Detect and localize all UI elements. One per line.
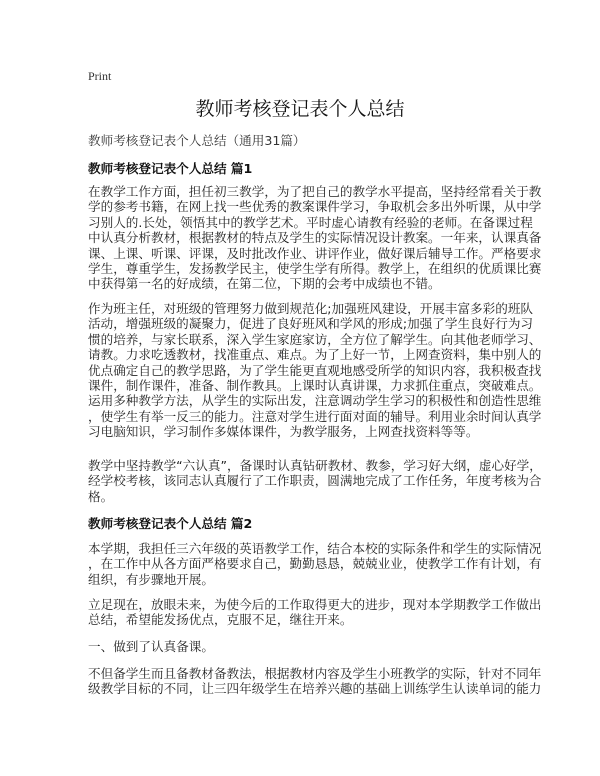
section-heading: 教师考核登记表个人总结 篇1 (88, 161, 253, 176)
text-line: 作为班主任，对班级的管理努力做到规范化;加强班风建设，开展丰富多彩的班队 (88, 301, 534, 316)
text-line: 在教学工作方面，担任初三教学，为了把自己的教学水平提高，坚持经常看关于教 (88, 184, 542, 199)
text-line: 总结，希望能发扬优点，克服不足，继往开来。 (88, 612, 353, 628)
text-line: 学生，尊重学生，发扬教学民主，使学生学有所得。教学上，在组织的优质课比赛 (88, 260, 542, 276)
section-heading: 教师考核登记表个人总结 篇2 (88, 516, 253, 531)
paragraph (88, 597, 542, 628)
text-line: ，在工作中从各方面严格要求自己，勤勤恳恳，兢兢业业，使教学工作有计划，有 (88, 556, 542, 572)
paragraph (88, 301, 542, 440)
subtitle: 教师考核登记表个人总结（通用31篇） (88, 133, 306, 148)
text-line: ，使学生有举一反三的能力。注意对学生进行面对面的辅导。利用业余时间认真学 (88, 408, 542, 424)
text-line: 一、做到了认真备课。 (88, 639, 214, 654)
paragraph (88, 184, 542, 292)
text-line: 课件，制作课件，准备、制作教具。上课时认真讲课，力求抓住重点，突破难点。 (88, 377, 542, 393)
text-line: 活动，增强班级的凝聚力，促进了良好班风和学风的形成;加强了学生良好行为习 (88, 316, 534, 332)
text-line: 立足现在，放眼未来，为使今后的工作取得更大的进步，现对本学期教学工作做出 (88, 597, 542, 612)
paragraph (88, 666, 542, 697)
text-line: 格。 (88, 488, 114, 504)
text-line: 惯的培养，与家长联系，深入学生家庭家访，全方位了解学生。向其他老师学习、 (88, 331, 542, 347)
text-line: 学的参考书籍，在网上找一些优秀的教案课件学习，争取机会多出外听课，从中学 (88, 199, 542, 215)
paragraph (88, 541, 542, 587)
text-line: 中认真分析教材，根据教材的特点及学生的实际情况设计教案。一年来，认课真备 (88, 230, 542, 246)
text-line: 课、上课、听课、评课，及时批改作业、讲评作业，做好课后辅导工作。严格要求 (88, 245, 542, 261)
text-line: 级教学目标的不同，让三四年级学生在培养兴趣的基础上训练学生认读单词的能力 (88, 681, 542, 697)
text-line: 请教。力求吃透教材，找准重点、难点。为了上好一节，上网查资料，集中别人的 (88, 347, 542, 363)
text-line: 中获得第一名的好成绩，在第二位，下期的会考中成绩也不错。 (88, 276, 441, 292)
list-heading (88, 639, 518, 654)
text-line: 组织，有步骤地开展。 (88, 571, 214, 587)
text-line: 优点确定自己的教学思路，为了学生能更直观地感受所学的知识内容，我积极查找 (88, 362, 542, 378)
print-link[interactable]: Print (88, 69, 112, 83)
text-line: 本学期，我担任三六年级的英语教学工作，结合本校的实际条件和学生的实际情况 (88, 541, 542, 556)
text-line: 教学中坚持教学“六认真”，备课时认真钻研教材、教参，学习好大纲，虚心好学， (88, 458, 542, 473)
text-line: 不但备学生而且备教材备教法，根据教材内容及学生小班教学的实际，针对不同年 (88, 666, 542, 681)
paragraph (88, 458, 542, 504)
text-line: 经学校考核，该同志认真履行了工作职责，圆满地完成了工作任务，年度考核为合 (88, 473, 542, 489)
text-line: 习电脑知识，学习制作多媒体课件，为教学服务，上网查找资料等等。 (88, 424, 479, 440)
page-title: 教师考核登记表个人总结 (195, 98, 405, 120)
text-line: 习别人的.长处，领悟其中的教学艺术。平时虚心请教有经验的老师。在备课过程 (88, 214, 533, 230)
text-line: 运用多种教学方法，从学生的实际出发，注意调动学生学习的积极性和创造性思维 (88, 393, 542, 409)
